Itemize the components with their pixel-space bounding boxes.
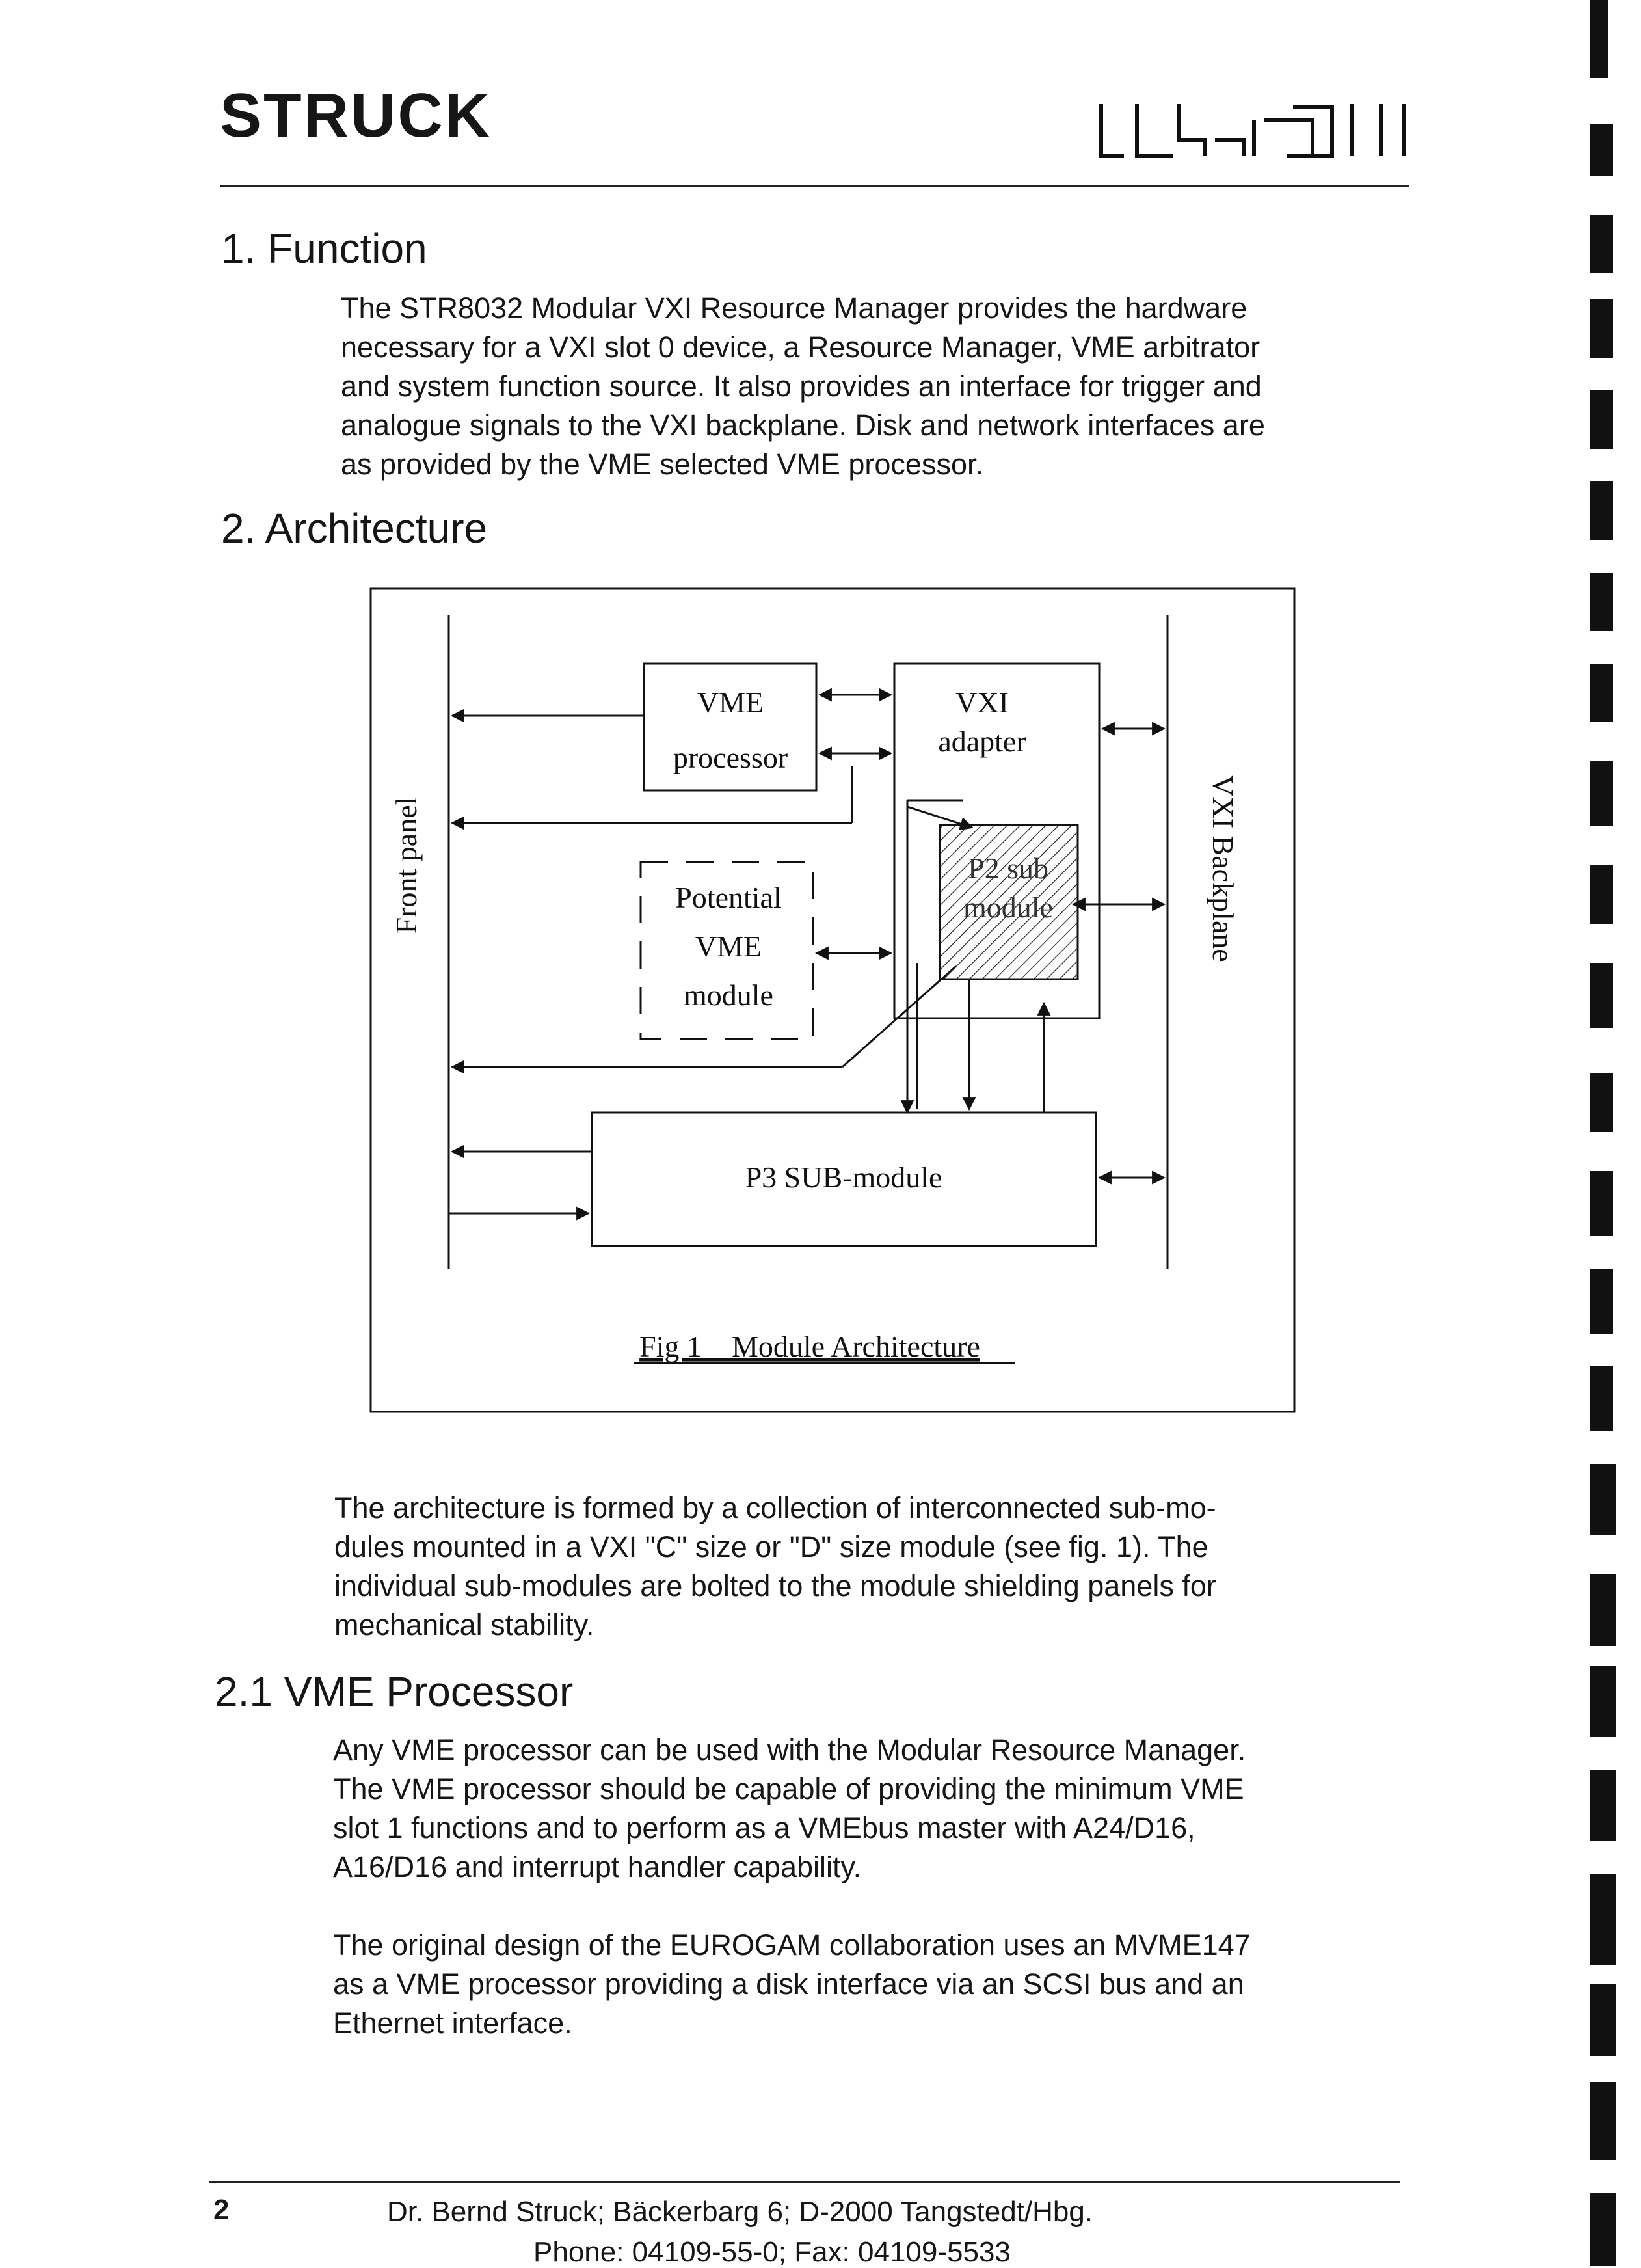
page-number: 2 <box>213 2194 230 2226</box>
p2-label-1: P2 sub <box>968 852 1048 885</box>
text-line: as provided by the VME selected VME processor. <box>341 448 983 481</box>
text-line: slot 1 functions and to perform as a VMEbus master with A24/D16, <box>333 1811 1195 1844</box>
text-line: mechanical stability. <box>334 1608 594 1641</box>
text-line: Ethernet interface. <box>333 2006 572 2040</box>
text-line: and system function source. It also provides an interface for trigger and <box>341 370 1262 403</box>
figure-frame <box>371 589 1294 1412</box>
text-line: necessary for a VXI slot 0 device, a Resource Manager, VME arbitrator <box>341 331 1261 364</box>
text-line: The VME processor should be capable of providing the minimum VME <box>333 1772 1244 1805</box>
front-panel-label: Front panel <box>390 796 423 934</box>
architecture-paragraph <box>334 1489 1336 1645</box>
vxi-backplane-label: VXI Backplane <box>1207 775 1240 962</box>
p2-label-2: module <box>963 891 1053 924</box>
vxi-adapter-label-2: adapter <box>938 725 1026 758</box>
brand-name: STRUCK <box>220 81 492 150</box>
header-rule <box>220 185 1409 187</box>
vme-processor-paragraph-2 <box>333 1926 1328 2043</box>
vme-processor-label-1: VME <box>697 686 764 719</box>
vme-processor-label-2: processor <box>673 741 788 774</box>
text-line: individual sub-modules are bolted to the module shielding panels for <box>334 1569 1216 1602</box>
footer-address: Dr. Bernd Struck; Bäckerbarg 6; D-2000 Tangstedt/Hbg. <box>387 2196 1093 2228</box>
module-architecture-figure <box>364 579 1307 1425</box>
text-line: The original design of the EUROGAM collaboration uses an MVME147 <box>333 1928 1251 1962</box>
text-line: Any VME processor can be used with the Modular Resource Manager. <box>333 1733 1246 1766</box>
potential-label-3: module <box>684 979 773 1012</box>
section-heading-architecture: 2. Architecture <box>221 505 488 552</box>
potential-label-1: Potential <box>675 881 782 914</box>
text-line: analogue signals to the VXI backplane. Disk and network interfaces are <box>341 409 1265 442</box>
text-line: dules mounted in a VXI "C" size or "D" size module (see fig. 1). The <box>334 1530 1208 1563</box>
footer-rule <box>209 2181 1400 2183</box>
connector-p2-diagonal <box>842 966 956 1067</box>
section-heading-vme-processor: 2.1 VME Processor <box>215 1668 574 1715</box>
section-heading-function: 1. Function <box>221 225 427 272</box>
potential-label-2: VME <box>695 930 762 963</box>
vxi-adapter-label-1: VXI <box>955 686 1009 719</box>
text-line: The STR8032 Modular VXI Resource Manager provides the hardware <box>341 291 1247 325</box>
figure-caption: Fig 1 Module Architecture <box>639 1330 980 1363</box>
vme-processor-paragraph-1 <box>333 1731 1328 1887</box>
text-line: as a VME processor providing a disk interface via an SCSI bus and an <box>333 1967 1244 2001</box>
footer-phone: Phone: 04109-55-0; Fax: 04109-5533 <box>533 2236 1011 2268</box>
text-line: A16/D16 and interrupt handler capability. <box>333 1850 862 1883</box>
p3-label: P3 SUB-module <box>745 1161 942 1194</box>
binding-edge <box>1581 0 1641 2266</box>
text-line: The architecture is formed by a collection of interconnected sub-mo- <box>334 1491 1216 1524</box>
function-paragraph <box>341 289 1336 484</box>
struck-line-logo-icon <box>1098 101 1410 159</box>
